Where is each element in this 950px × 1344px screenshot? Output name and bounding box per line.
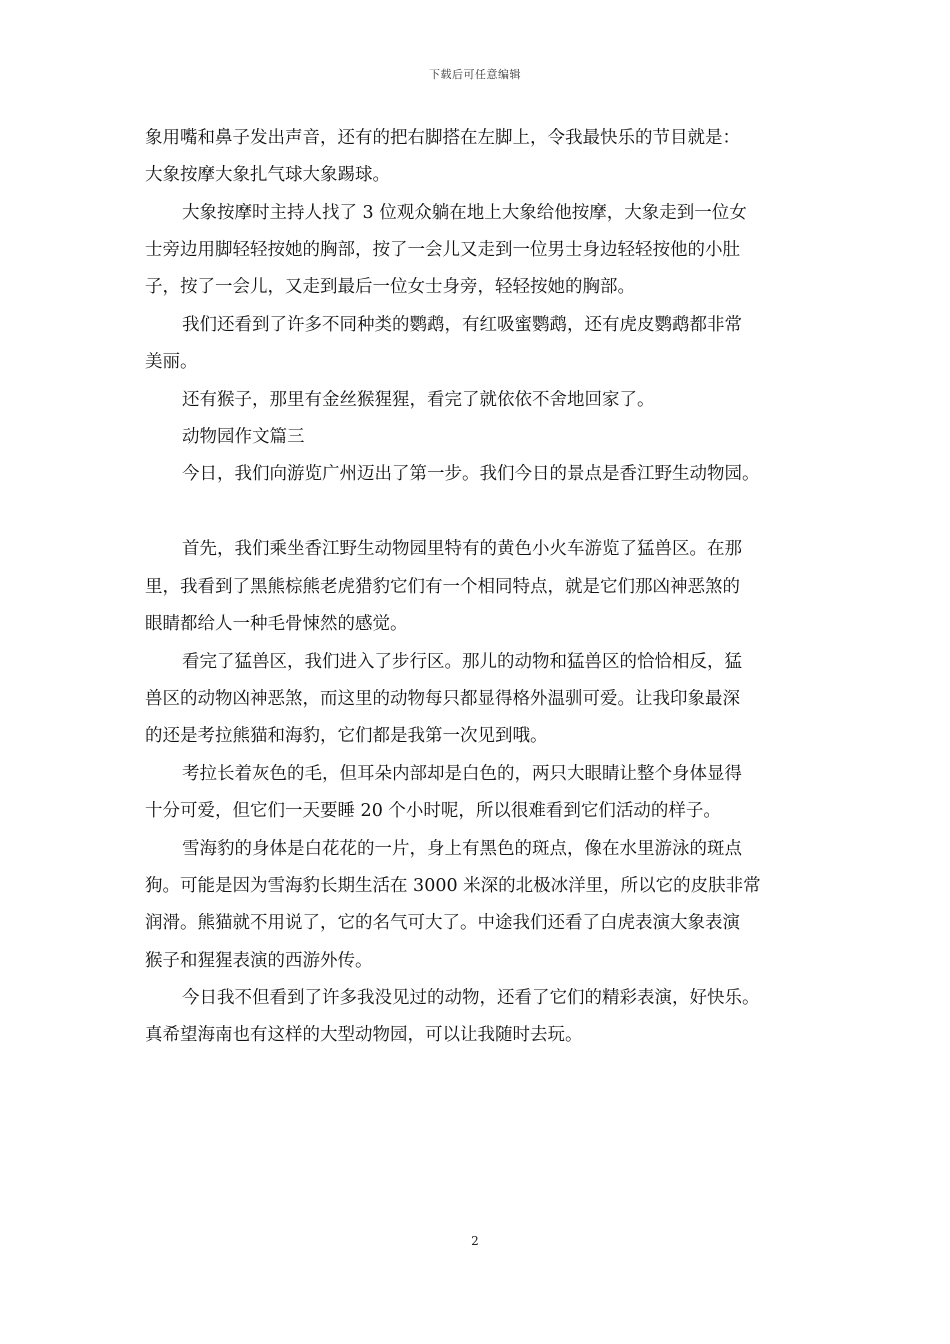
text-line: 大象按摩大象扎气球大象踢球。 (145, 165, 390, 185)
text-line: 大象按摩时主持人找了 3 位观众躺在地上大象给他按摩，大象走到一位女 (182, 203, 747, 223)
text-line: 真希望海南也有这样的大型动物园，可以让我随时去玩。 (145, 1025, 583, 1045)
text-line: 看完了猛兽区，我们进入了步行区。那儿的动物和猛兽区的恰恰相反，猛 (182, 652, 742, 672)
page-header: 下载后可任意编辑 (429, 68, 521, 81)
text-line: 子，按了一会儿，又走到最后一位女士身旁，轻轻按她的胸部。 (145, 277, 635, 297)
text-line: 兽区的动物凶神恶煞，而这里的动物每只都显得格外温驯可爱。让我印象最深 (145, 689, 740, 709)
text-line: 考拉长着灰色的毛，但耳朵内部却是白色的，两只大眼睛让整个身体显得 (182, 764, 742, 784)
text-line: 里，我看到了黑熊棕熊老虎猎豹它们有一个相同特点，就是它们那凶神恶煞的 (145, 577, 740, 597)
text-line: 今日，我们向游览广州迈出了第一步。我们今日的景点是香江野生动物园。 (182, 464, 760, 484)
text-line: 的还是考拉熊猫和海豹，它们都是我第一次见到哦。 (145, 726, 548, 746)
section-heading: 动物园作文篇三 (182, 427, 305, 447)
text-line: 我们还看到了许多不同种类的鹦鹉，有红吸蜜鹦鹉，还有虎皮鹦鹉都非常 (182, 315, 742, 335)
text-line: 今日我不但看到了许多我没见过的动物，还看了它们的精彩表演，好快乐。 (182, 988, 760, 1008)
text-line: 猴子和猩猩表演的西游外传。 (145, 951, 373, 971)
text-line: 狗。可能是因为雪海豹长期生活在 3000 米深的北极冰洋里，所以它的皮肤非常 (145, 876, 761, 896)
text-line: 美丽。 (145, 352, 198, 372)
text-line: 首先，我们乘坐香江野生动物园里特有的黄色小火车游览了猛兽区。在那 (182, 539, 742, 559)
text-line: 士旁边用脚轻轻按她的胸部，按了一会儿又走到一位男士身边轻轻按他的小肚 (145, 240, 740, 260)
text-line: 十分可爱，但它们一天要睡 20 个小时呢，所以很难看到它们活动的样子。 (145, 801, 721, 821)
text-line: 象用嘴和鼻子发出声音，还有的把右脚搭在左脚上，令我最快乐的节目就是： (145, 128, 740, 148)
text-line: 眼睛都给人一种毛骨悚然的感觉。 (145, 614, 408, 634)
text-line: 雪海豹的身体是白花花的一片，身上有黑色的斑点，像在水里游泳的斑点 (182, 839, 742, 859)
text-line: 还有猴子，那里有金丝猴猩猩，看完了就依依不舍地回家了。 (182, 390, 655, 410)
page-number: 2 (471, 1234, 479, 1248)
text-line: 润滑。熊猫就不用说了，它的名气可大了。中途我们还看了白虎表演大象表演 (145, 913, 740, 933)
